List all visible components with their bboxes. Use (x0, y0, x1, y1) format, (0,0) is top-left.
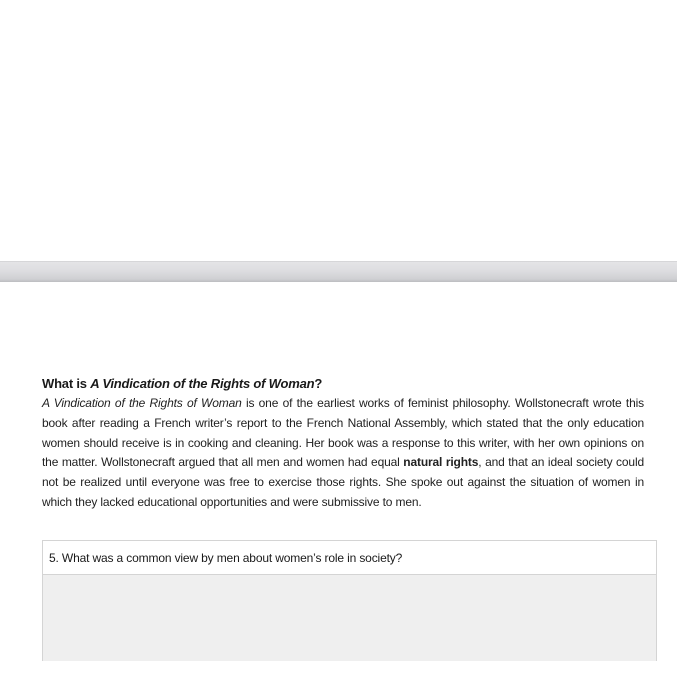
reading-section (42, 375, 644, 513)
page-break-divider (0, 261, 677, 282)
question-table (42, 540, 657, 661)
paragraph-text-part2: , and that an ideal society could not be realized until everyone was free to exercise those rights. She spoke out against the situation of women in which they lacked educational opportunities and were submissive to men. (42, 455, 644, 509)
paragraph-text-part1: is one of the earliest works of feminist philosophy. Wollstonecraft wrote this book after reading a French writer’s report to the French National Assembly, which stated that the only education women should receive is in cooking and cleaning. Her book was a response to this writer, with her own opinions on the matter. Wollstonecraft argued that all men and women had equal (42, 396, 644, 470)
heading-book-title: A Vindication of the Rights of Woman (90, 376, 315, 391)
section-heading (42, 375, 644, 392)
paragraph-book-title: A Vindication of the Rights of Woman (42, 396, 242, 410)
paragraph-bold-term: natural rights (403, 455, 479, 470)
answer-field[interactable] (43, 575, 656, 661)
question-label: 5. What was a common view by men about women’s role in society? (49, 550, 403, 565)
section-paragraph (42, 394, 644, 513)
heading-suffix: ? (314, 376, 323, 391)
question-prompt (43, 541, 656, 575)
heading-prefix: What is (42, 376, 91, 391)
